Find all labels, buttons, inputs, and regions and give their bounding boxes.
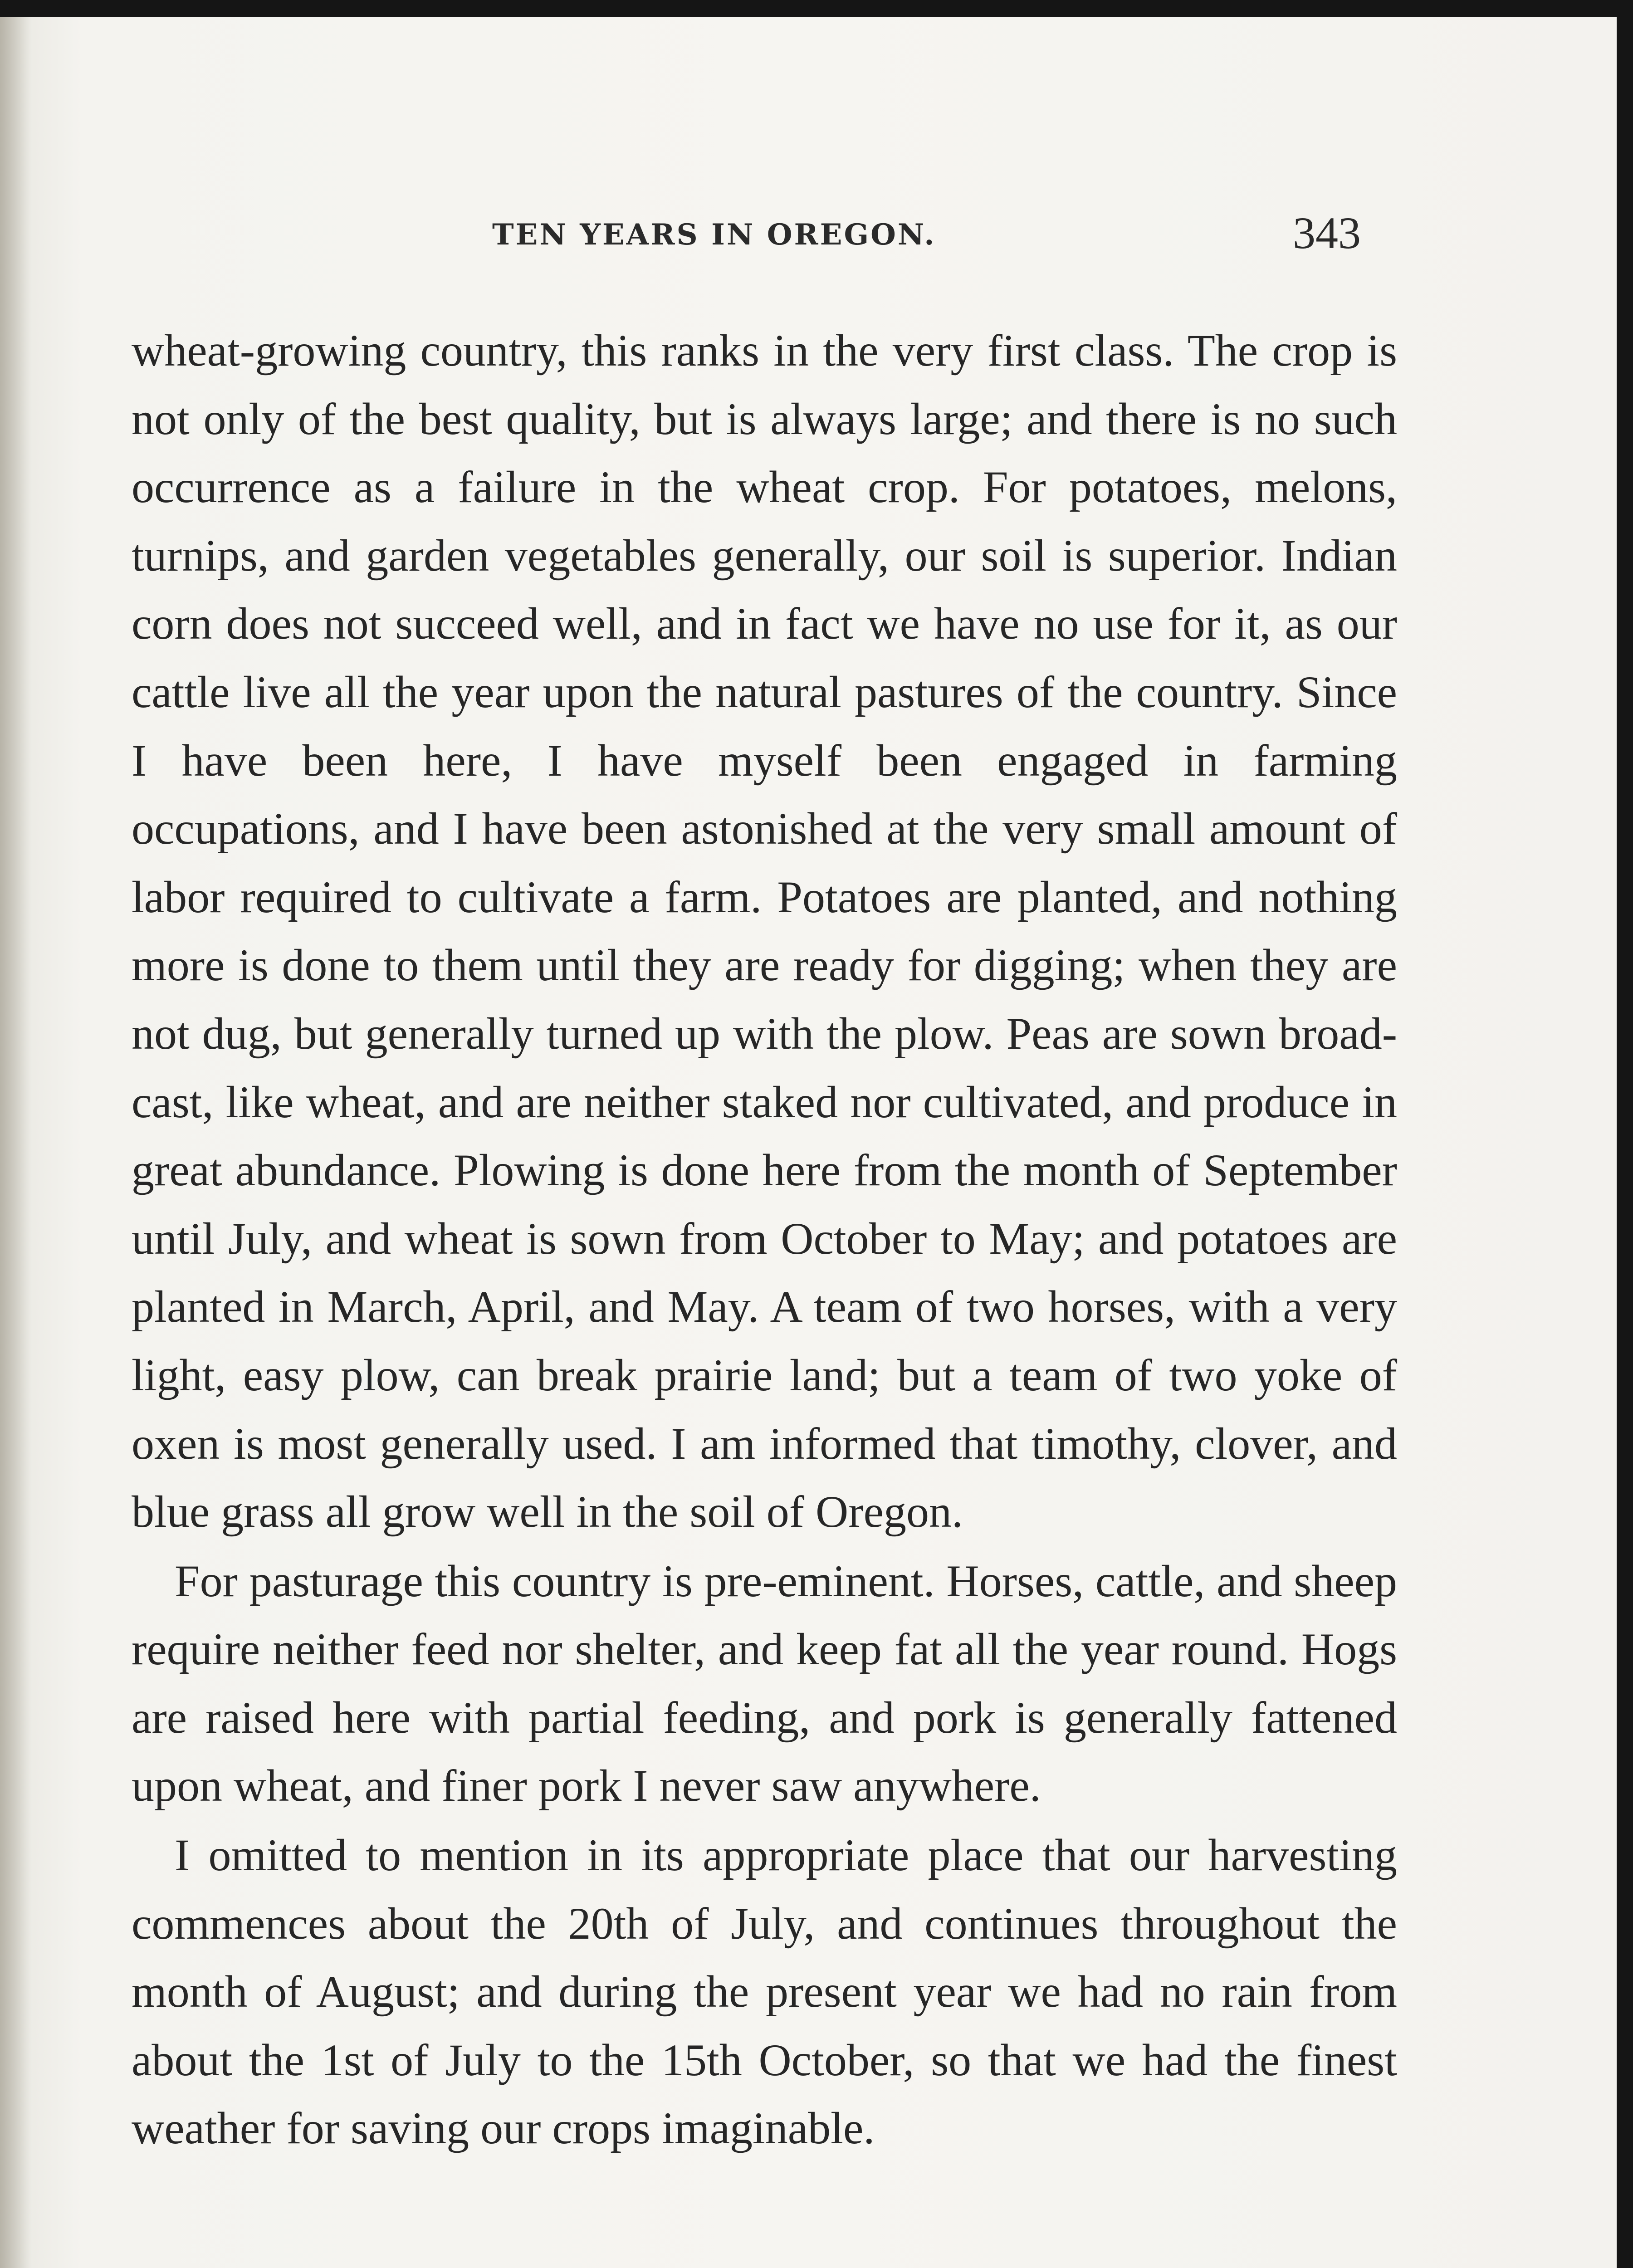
book-page <box>0 17 1617 2268</box>
gutter-shadow <box>0 17 32 2268</box>
running-head: TEN YEARS IN OREGON. <box>492 218 936 252</box>
paragraph-harvesting: I omitted to mention in its appropriate place that our harvesting commences about the 20th of July, and continues throughout the month of August; and during the present year we had no rain from about the 1st of July to the 15th October, so that we had the finest weather for saving our crops imaginable. <box>132 1830 1397 2154</box>
paragraph-continued: wheat-growing country, this ranks in the very first class. The crop is not only of the best quality, but is always large; and there is no such occurrence as a failure in the wheat crop. For potatoes, melons, turnips, and garden vegetables generally, our soil is superior. Indian corn does not succeed well, and in fact we have no use for it, as our cattle live all the year upon the natural pastures of the country. Since I have been here, I have myself been engaged in farming occupations, and I have been astonished at the very small amount of labor required to cultivate a farm. Potatoes are planted, and nothing more is done to them until they are ready for digging; when they are not dug, but generally turned up with the plow. Peas are sown broad-cast, like wheat, and are neither staked nor cultivated, and produce in great abundance. Plowing is done here from the month of September until July, and wheat is sown from October to May; and potatoes are planted in March, April, and May. A team of two horses, with a very light, easy plow, can break prairie land; but a team of two yoke of oxen is most generally used. I am informed that timothy, clover, and blue grass all grow well in the soil of Oregon. <box>132 325 1397 1537</box>
body-text <box>132 317 1397 2163</box>
page-number: 343 <box>1293 208 1361 258</box>
paragraph-pasturage: For pasturage this country is pre-eminent. Horses, cattle, and sheep require neither feed nor shelter, and keep fat all the year round. Hogs are raised here with partial feeding, and pork is generally fattened upon wheat, and finer pork I never saw anywhere. <box>132 1555 1397 1811</box>
